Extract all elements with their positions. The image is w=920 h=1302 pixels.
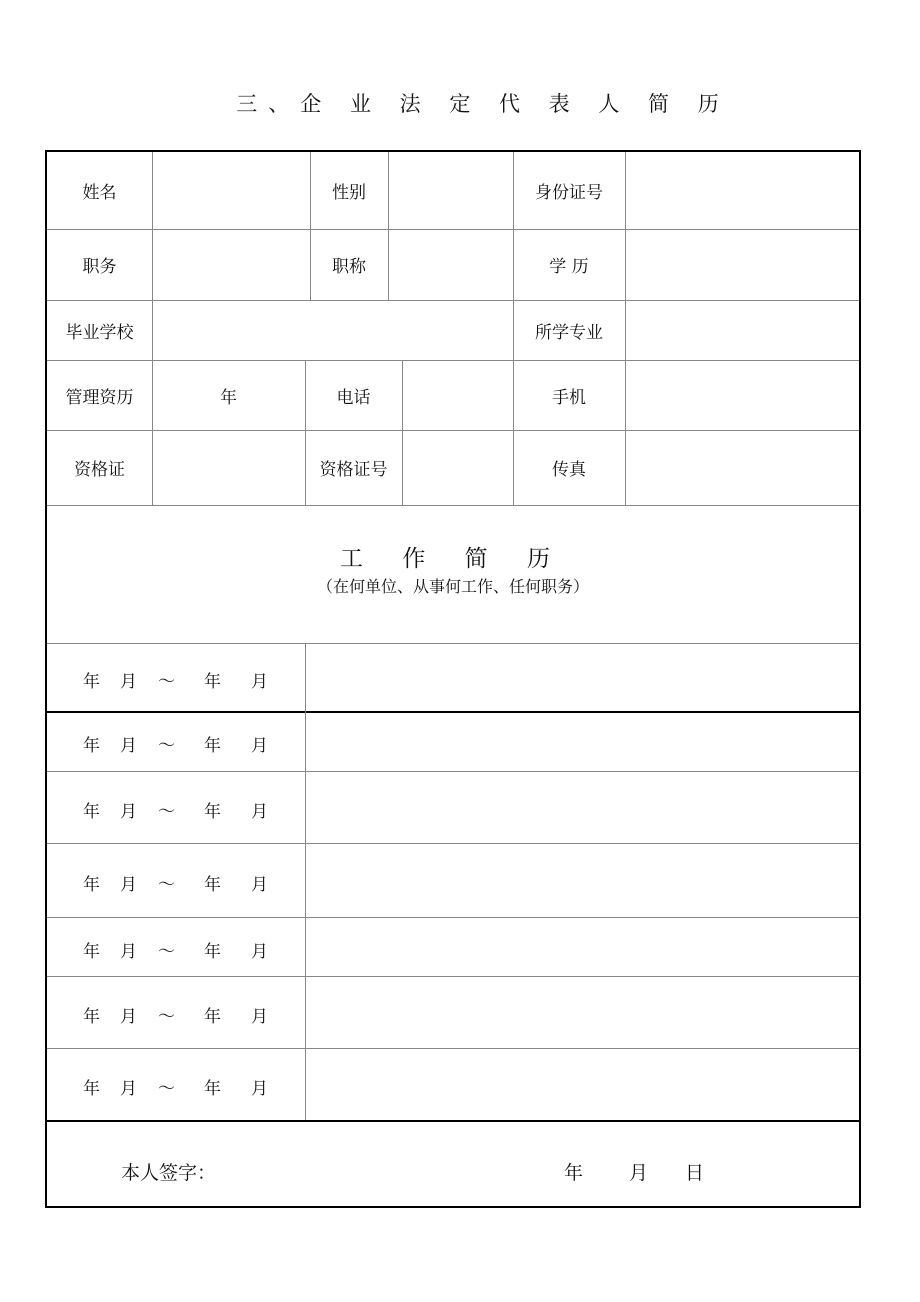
- label-qualification-cert-no: 资格证号: [319, 460, 388, 480]
- signature-label: 本人签字：: [121, 1162, 217, 1184]
- start-month-label: 月: [120, 875, 137, 895]
- label-fax: 传真: [552, 460, 586, 480]
- fax-field[interactable]: [625, 430, 859, 505]
- page-title: 三、企 业 法 定 代 表 人 简 历: [236, 92, 730, 116]
- label-mobile: 手机: [552, 387, 586, 408]
- signature-day: 日: [685, 1162, 705, 1184]
- work-history-detail-field[interactable]: [305, 711, 859, 771]
- label-id-number: 身份证号: [535, 183, 603, 203]
- work-history-date-range[interactable]: [47, 870, 305, 900]
- start-month-label: 月: [120, 736, 137, 756]
- start-year-label: 年: [83, 1007, 100, 1027]
- start-month-label: 月: [120, 802, 137, 822]
- work-history-date-range[interactable]: [47, 1074, 305, 1104]
- label-management-experience: 管理资历: [65, 387, 134, 408]
- end-year-label: 年: [204, 1079, 221, 1099]
- work-history-detail-field[interactable]: [305, 1048, 859, 1120]
- start-month-label: 月: [120, 1007, 137, 1027]
- work-history-detail-field[interactable]: [305, 771, 859, 843]
- label-position: 职务: [82, 257, 117, 277]
- work-history-subheading: （在何单位、从事何工作、任何职务）: [316, 577, 589, 596]
- end-month-label: 月: [251, 672, 268, 692]
- label-qualification-cert: 资格证: [74, 460, 125, 480]
- date-range-tilde: ～: [158, 942, 175, 962]
- end-month-label: 月: [251, 1079, 268, 1099]
- start-year-label: 年: [83, 736, 100, 756]
- label-graduated-school: 毕业学校: [65, 322, 134, 343]
- end-year-label: 年: [204, 672, 221, 692]
- work-history-date-range[interactable]: [47, 937, 305, 967]
- start-year-label: 年: [83, 802, 100, 822]
- label-phone: 电话: [336, 387, 371, 408]
- gender-field[interactable]: [388, 152, 513, 229]
- date-range-tilde: ～: [158, 802, 175, 822]
- id-number-field[interactable]: [625, 152, 859, 229]
- work-history-date-range[interactable]: [47, 667, 305, 697]
- job-title-field[interactable]: [388, 229, 513, 300]
- end-month-label: 月: [251, 942, 268, 962]
- signature-year: 年: [564, 1162, 584, 1184]
- end-year-label: 年: [204, 1007, 221, 1027]
- end-month-label: 月: [251, 736, 268, 756]
- date-range-tilde: ～: [158, 1079, 175, 1099]
- end-year-label: 年: [204, 736, 221, 756]
- work-history-heading: 工 作 简 历: [340, 546, 566, 572]
- graduated-school-field[interactable]: [152, 300, 513, 360]
- qualification-cert-field[interactable]: [152, 430, 305, 505]
- label-name: 姓名: [82, 183, 117, 203]
- label-gender: 性别: [332, 183, 366, 203]
- label-job-title: 职称: [332, 257, 366, 277]
- name-field[interactable]: [152, 152, 310, 229]
- end-month-label: 月: [251, 875, 268, 895]
- work-history-detail-field[interactable]: [305, 643, 859, 711]
- qualification-cert-no-field[interactable]: [402, 430, 513, 505]
- end-month-label: 月: [251, 802, 268, 822]
- end-year-label: 年: [204, 875, 221, 895]
- work-history-date-range[interactable]: [47, 1002, 305, 1032]
- major-field[interactable]: [625, 300, 859, 360]
- start-year-label: 年: [83, 942, 100, 962]
- start-year-label: 年: [83, 875, 100, 895]
- management-years-field[interactable]: 年: [220, 387, 237, 408]
- work-history-detail-field[interactable]: [305, 917, 859, 976]
- date-range-tilde: ～: [158, 672, 175, 692]
- end-year-label: 年: [204, 942, 221, 962]
- label-education: 学 历: [549, 257, 589, 277]
- work-history-detail-field[interactable]: [305, 843, 859, 917]
- education-field[interactable]: [625, 229, 859, 300]
- phone-field[interactable]: [402, 360, 513, 430]
- work-history-date-range[interactable]: [47, 731, 305, 761]
- start-month-label: 月: [120, 672, 137, 692]
- signature-month: 月: [629, 1162, 649, 1184]
- mobile-field[interactable]: [625, 360, 859, 430]
- start-year-label: 年: [83, 672, 100, 692]
- start-month-label: 月: [120, 942, 137, 962]
- date-range-tilde: ～: [158, 875, 175, 895]
- end-year-label: 年: [204, 802, 221, 822]
- work-history-date-range[interactable]: [47, 797, 305, 827]
- work-history-detail-field[interactable]: [305, 976, 859, 1048]
- start-year-label: 年: [83, 1079, 100, 1099]
- date-range-tilde: ～: [158, 1007, 175, 1027]
- end-month-label: 月: [251, 1007, 268, 1027]
- start-month-label: 月: [120, 1079, 137, 1099]
- label-major: 所学专业: [535, 322, 603, 343]
- position-field[interactable]: [152, 229, 310, 300]
- resume-form: [45, 150, 861, 1208]
- date-range-tilde: ～: [158, 736, 175, 756]
